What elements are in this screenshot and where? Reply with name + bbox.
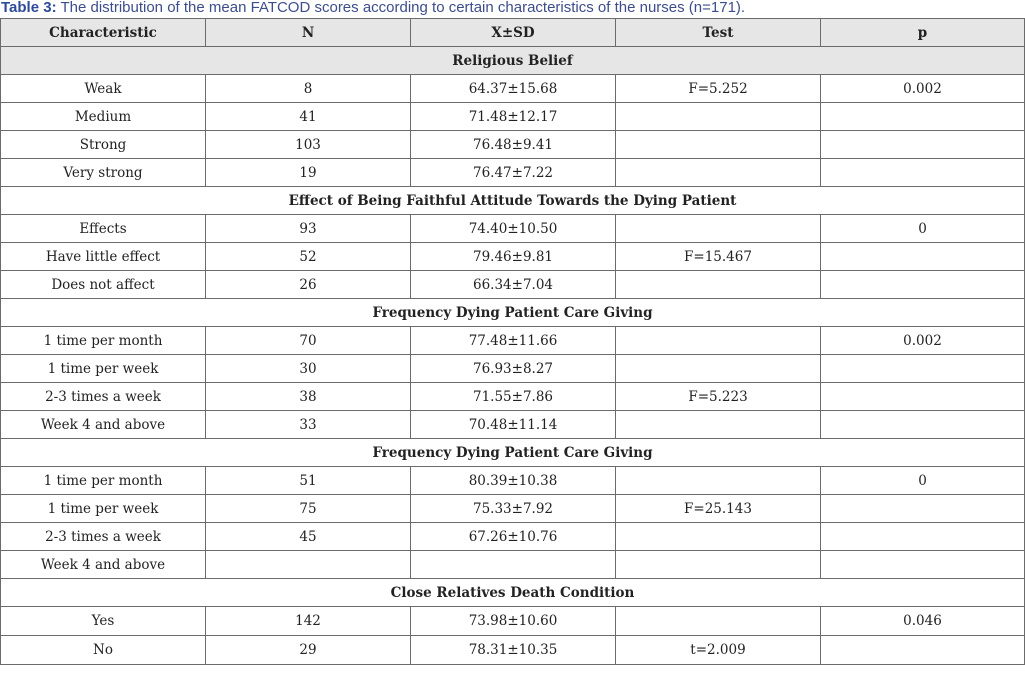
- cell-n: 51: [206, 467, 411, 495]
- cell-n: 93: [206, 215, 411, 243]
- cell-p: [821, 636, 1025, 665]
- cell-mean-sd: 76.93±8.27: [411, 355, 616, 383]
- cell-characteristic: Strong: [1, 131, 206, 159]
- section-title: Close Relatives Death Condition: [1, 579, 1025, 607]
- table-caption: [0, 0, 1025, 18]
- cell-p: [821, 411, 1025, 439]
- cell-test: [616, 159, 821, 187]
- cell-n: 30: [206, 355, 411, 383]
- cell-n: 19: [206, 159, 411, 187]
- cell-n: 26: [206, 271, 411, 299]
- cell-p: [821, 551, 1025, 579]
- cell-characteristic: 1 time per week: [1, 495, 206, 523]
- section-title: Effect of Being Faithful Attitude Towards the Dying Patient: [1, 187, 1025, 215]
- table-row: [1, 215, 1025, 243]
- cell-n: [206, 551, 411, 579]
- cell-mean-sd: 79.46±9.81: [411, 243, 616, 271]
- cell-n: 29: [206, 636, 411, 665]
- cell-n: 38: [206, 383, 411, 411]
- table-row: [1, 327, 1025, 355]
- cell-mean-sd: [411, 551, 616, 579]
- cell-mean-sd: 73.98±10.60: [411, 607, 616, 636]
- table-row: [1, 159, 1025, 187]
- table-row: [1, 75, 1025, 103]
- table-caption-label: Table 3:: [1, 0, 57, 16]
- cell-characteristic: Does not affect: [1, 271, 206, 299]
- cell-test: t=2.009: [616, 636, 821, 665]
- table-row: [1, 607, 1025, 636]
- cell-mean-sd: 75.33±7.92: [411, 495, 616, 523]
- cell-test: F=5.252: [616, 75, 821, 103]
- section-row: [1, 299, 1025, 327]
- cell-characteristic: 1 time per month: [1, 327, 206, 355]
- cell-mean-sd: 66.34±7.04: [411, 271, 616, 299]
- cell-test: F=5.223: [616, 383, 821, 411]
- cell-mean-sd: 71.48±12.17: [411, 103, 616, 131]
- table-header-row: [1, 19, 1025, 47]
- table-row: [1, 355, 1025, 383]
- cell-characteristic: Week 4 and above: [1, 551, 206, 579]
- cell-p: [821, 383, 1025, 411]
- cell-p: [821, 271, 1025, 299]
- cell-p: 0.046: [821, 607, 1025, 636]
- table-row: [1, 243, 1025, 271]
- table-row: [1, 103, 1025, 131]
- cell-p: [821, 523, 1025, 551]
- cell-characteristic: Have little effect: [1, 243, 206, 271]
- header-n: N: [206, 19, 411, 47]
- cell-p: [821, 243, 1025, 271]
- cell-test: [616, 607, 821, 636]
- cell-p: [821, 131, 1025, 159]
- section-row: [1, 187, 1025, 215]
- table-body: [1, 19, 1025, 665]
- cell-test: [616, 355, 821, 383]
- table-caption-text: The distribution of the mean FATCOD scores according to certain characteristics of the nurses (n=171).: [56, 0, 746, 16]
- cell-characteristic: Yes: [1, 607, 206, 636]
- cell-p: [821, 495, 1025, 523]
- table-row: [1, 636, 1025, 665]
- cell-characteristic: 1 time per month: [1, 467, 206, 495]
- cell-test: [616, 131, 821, 159]
- cell-characteristic: 1 time per week: [1, 355, 206, 383]
- cell-n: 33: [206, 411, 411, 439]
- section-title: Frequency Dying Patient Care Giving: [1, 299, 1025, 327]
- cell-n: 103: [206, 131, 411, 159]
- cell-test: [616, 327, 821, 355]
- cell-characteristic: 2-3 times a week: [1, 383, 206, 411]
- section-row: [1, 47, 1025, 75]
- cell-mean-sd: 78.31±10.35: [411, 636, 616, 665]
- cell-p: 0: [821, 467, 1025, 495]
- section-title: Frequency Dying Patient Care Giving: [1, 439, 1025, 467]
- table-row: [1, 271, 1025, 299]
- cell-mean-sd: 77.48±11.66: [411, 327, 616, 355]
- cell-n: 45: [206, 523, 411, 551]
- cell-characteristic: Effects: [1, 215, 206, 243]
- table-row: [1, 523, 1025, 551]
- cell-n: 70: [206, 327, 411, 355]
- table-row: [1, 411, 1025, 439]
- cell-test: F=15.467: [616, 243, 821, 271]
- cell-test: [616, 467, 821, 495]
- cell-mean-sd: 70.48±11.14: [411, 411, 616, 439]
- table-row: [1, 467, 1025, 495]
- cell-characteristic: Medium: [1, 103, 206, 131]
- cell-mean-sd: 80.39±10.38: [411, 467, 616, 495]
- cell-test: [616, 271, 821, 299]
- cell-test: [616, 103, 821, 131]
- cell-p: 0.002: [821, 75, 1025, 103]
- table-row: [1, 495, 1025, 523]
- cell-mean-sd: 76.48±9.41: [411, 131, 616, 159]
- cell-n: 41: [206, 103, 411, 131]
- section-title: Religious Belief: [1, 47, 1025, 75]
- cell-test: F=25.143: [616, 495, 821, 523]
- cell-p: [821, 159, 1025, 187]
- cell-test: [616, 551, 821, 579]
- cell-test: [616, 523, 821, 551]
- header-mean-sd: X±SD: [411, 19, 616, 47]
- cell-characteristic: No: [1, 636, 206, 665]
- cell-mean-sd: 76.47±7.22: [411, 159, 616, 187]
- cell-n: 52: [206, 243, 411, 271]
- cell-characteristic: Weak: [1, 75, 206, 103]
- cell-p: 0.002: [821, 327, 1025, 355]
- cell-p: [821, 355, 1025, 383]
- header-p: p: [821, 19, 1025, 47]
- cell-characteristic: 2-3 times a week: [1, 523, 206, 551]
- cell-n: 8: [206, 75, 411, 103]
- header-test: Test: [616, 19, 821, 47]
- section-row: [1, 439, 1025, 467]
- table-row: [1, 131, 1025, 159]
- cell-n: 142: [206, 607, 411, 636]
- cell-mean-sd: 64.37±15.68: [411, 75, 616, 103]
- cell-n: 75: [206, 495, 411, 523]
- cell-test: [616, 215, 821, 243]
- cell-mean-sd: 67.26±10.76: [411, 523, 616, 551]
- header-characteristic: Characteristic: [1, 19, 206, 47]
- section-row: [1, 579, 1025, 607]
- cell-mean-sd: 74.40±10.50: [411, 215, 616, 243]
- cell-characteristic: Very strong: [1, 159, 206, 187]
- cell-test: [616, 411, 821, 439]
- cell-p: [821, 103, 1025, 131]
- table-row: [1, 383, 1025, 411]
- cell-p: 0: [821, 215, 1025, 243]
- fatcod-table: [0, 18, 1025, 665]
- table-row: [1, 551, 1025, 579]
- cell-characteristic: Week 4 and above: [1, 411, 206, 439]
- cell-mean-sd: 71.55±7.86: [411, 383, 616, 411]
